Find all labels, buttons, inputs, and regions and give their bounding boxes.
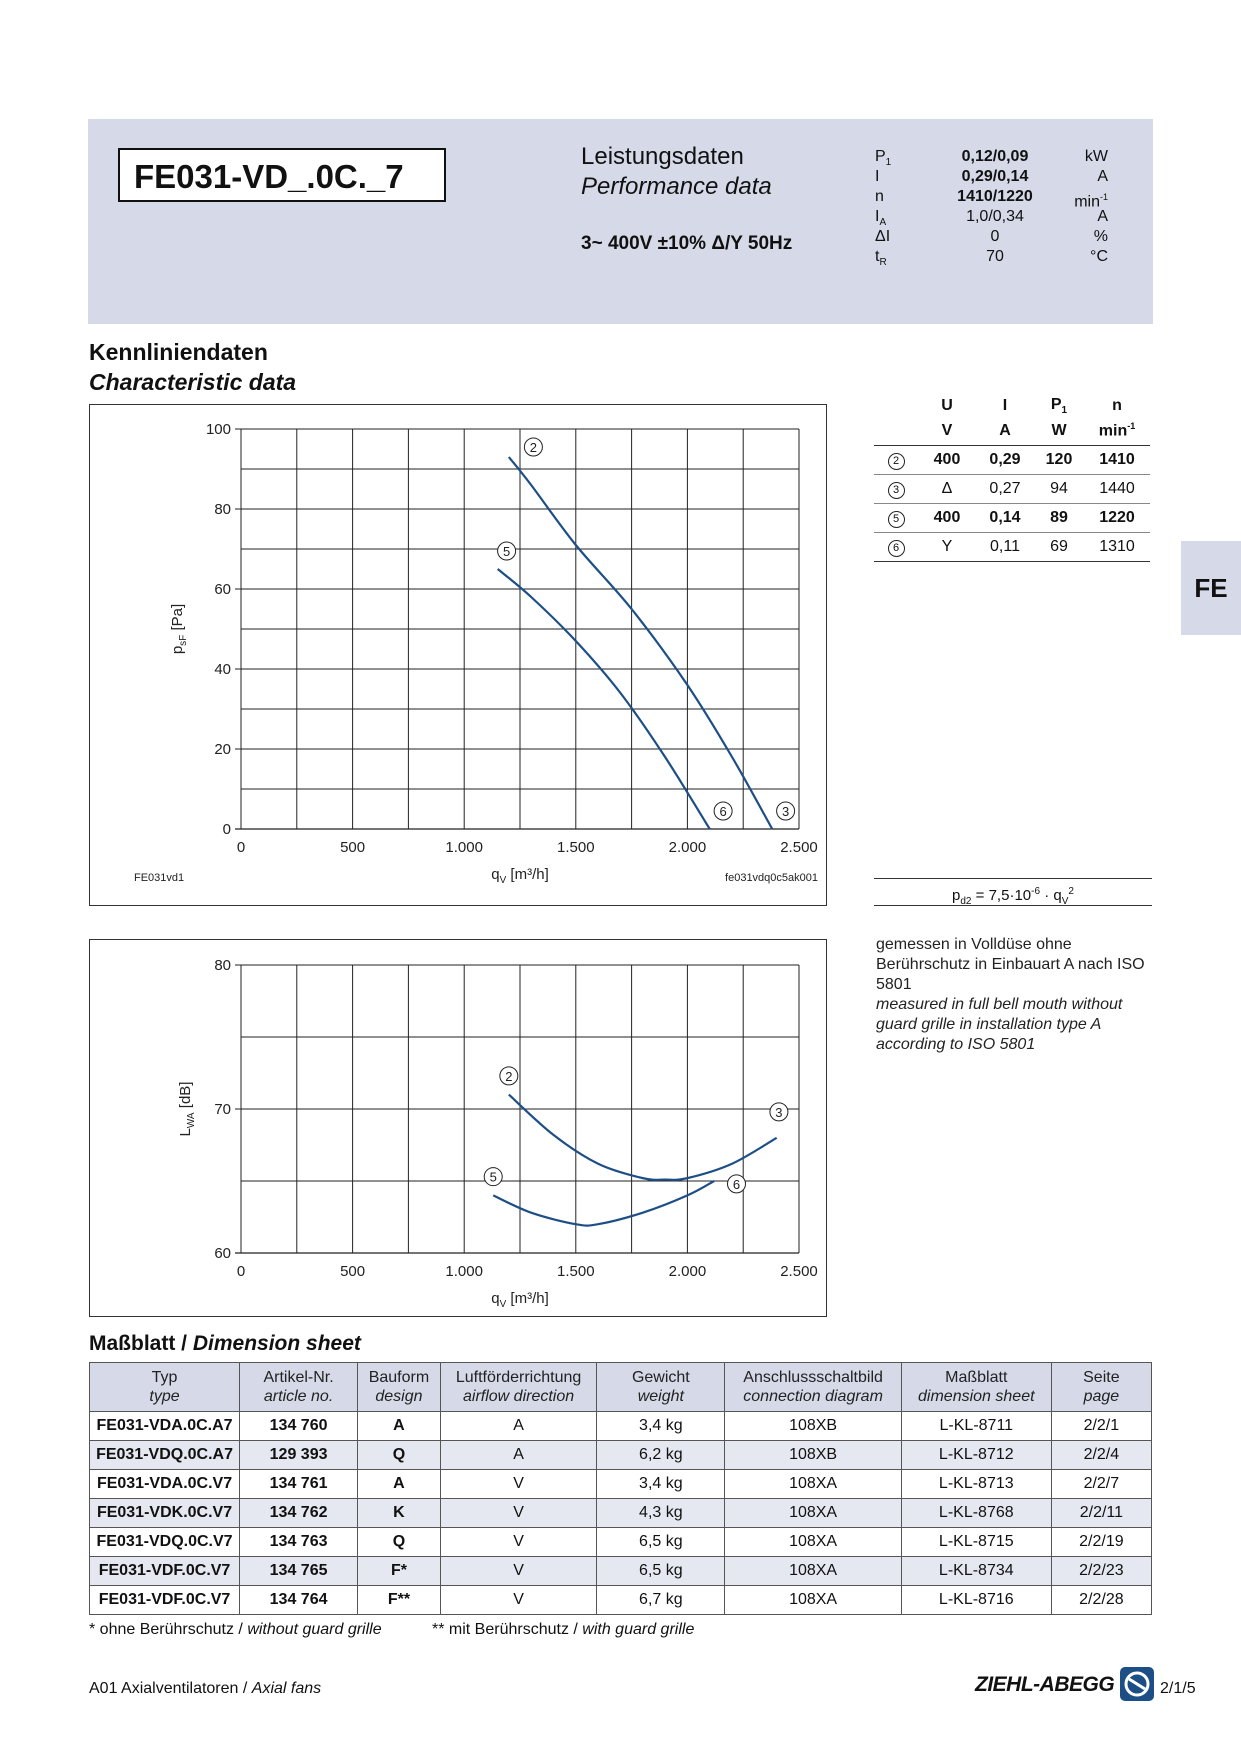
y-tick-label: 70 <box>214 1101 231 1118</box>
column-header: Bauform design <box>358 1363 441 1412</box>
y-tick-label: 60 <box>214 581 231 598</box>
characteristic-table <box>874 395 1150 562</box>
table-cell: 6,7 kg <box>597 1586 725 1615</box>
curve-marker-label: 5 <box>502 544 511 559</box>
table-cell: 108XA <box>725 1586 901 1615</box>
table-cell: V <box>440 1557 597 1586</box>
table-cell: 134 764 <box>240 1586 358 1615</box>
column-header: Typ type <box>90 1363 240 1412</box>
spec-symbol-sub: R <box>879 257 887 269</box>
table-cell: 108XA <box>725 1499 901 1528</box>
table-cell: 2/2/1 <box>1051 1412 1151 1441</box>
dimension-table <box>89 1362 1152 1615</box>
table-cell: 2/2/23 <box>1051 1557 1151 1586</box>
table-row <box>90 1557 1152 1586</box>
x-tick-label: 2.500 <box>780 1263 818 1280</box>
table-cell: 2/2/4 <box>1051 1441 1151 1470</box>
y-tick-label: 80 <box>214 957 231 974</box>
x-tick-label: 1.500 <box>557 839 595 856</box>
characteristic-title-en: Characteristic data <box>89 369 297 395</box>
characteristic-row <box>874 446 1150 475</box>
table-row <box>90 1441 1152 1470</box>
column-header: Maßblatt dimension sheet <box>901 1363 1051 1412</box>
table-cell: A <box>440 1412 597 1441</box>
table-cell: 108XB <box>725 1441 901 1470</box>
x-tick-label: 2.000 <box>668 839 707 856</box>
x-axis-label: $q_V$ [m³/h] <box>491 1290 549 1310</box>
table-row <box>90 1528 1152 1557</box>
table-cell: L-KL-8711 <box>901 1412 1051 1441</box>
curve-marker: 2 <box>888 453 905 470</box>
x-tick-label: 2.000 <box>668 1263 707 1280</box>
col-u: U <box>941 397 953 414</box>
cell-n: 1310 <box>1084 533 1150 562</box>
table-cell: F* <box>358 1557 441 1586</box>
series-curve-2 <box>509 457 772 829</box>
table-cell: V <box>440 1499 597 1528</box>
table-cell: FE031-VDQ.0C.V7 <box>90 1528 240 1557</box>
column-header: Gewicht weight <box>597 1363 725 1412</box>
table-cell: 134 760 <box>240 1412 358 1441</box>
curve-marker: 3 <box>888 482 905 499</box>
spec-value: 1,0/0,34 <box>966 208 1024 225</box>
curve-marker-label: 3 <box>781 804 790 819</box>
table-cell: 2/2/11 <box>1051 1499 1151 1528</box>
x-tick-label: 1.500 <box>557 1263 595 1280</box>
table-cell: FE031-VDA.0C.A7 <box>90 1412 240 1441</box>
x-tick-label: 2.500 <box>780 839 818 856</box>
table-cell: 2/2/19 <box>1051 1528 1151 1557</box>
spec-unit: $\min^{-1}$ <box>1074 192 1108 211</box>
y-tick-label: 20 <box>214 741 231 758</box>
table-cell: 134 763 <box>240 1528 358 1557</box>
measurement-note <box>876 935 1146 1055</box>
cell-u: 400 <box>918 446 976 475</box>
spec-unit: °C <box>1090 248 1108 265</box>
cell-n: 1440 <box>1084 475 1150 504</box>
characteristic-row <box>874 475 1150 504</box>
spec-symbol: n <box>875 188 884 205</box>
table-cell: 108XB <box>725 1412 901 1441</box>
spec-symbol-sub: 1 <box>885 157 892 169</box>
cell-p: 120 <box>1034 446 1084 475</box>
column-header: Seite page <box>1051 1363 1151 1412</box>
col-p: $P_1$ <box>1050 395 1068 417</box>
table-cell: Q <box>358 1441 441 1470</box>
y-axis-label: $p_{sF}$ [Pa] <box>169 603 189 655</box>
table-cell: A <box>358 1412 441 1441</box>
cell-u: Δ <box>918 475 976 504</box>
x-tick-label: 500 <box>340 839 366 856</box>
brand-logo-icon <box>1120 1667 1154 1701</box>
table-cell: 6,5 kg <box>597 1528 725 1557</box>
table-cell: 3,4 kg <box>597 1470 725 1499</box>
table-cell: 108XA <box>725 1528 901 1557</box>
footnote-1: * ohne Berührschutz / without guard grille <box>89 1621 382 1638</box>
x-tick-label: 1.000 <box>445 839 483 856</box>
perf-title-de: Leistungsdaten <box>581 143 744 170</box>
curve-marker: 5 <box>888 511 905 528</box>
spec-symbol: $P_1$ <box>875 148 892 169</box>
x-tick-label: 500 <box>340 1263 366 1280</box>
pressure-chart-svg <box>90 405 826 905</box>
cell-p: 69 <box>1034 533 1084 562</box>
cell-n: 1220 <box>1084 504 1150 533</box>
column-header: Anschlussschaltbild connection diagram <box>725 1363 901 1412</box>
spec-value: 0 <box>990 228 1000 245</box>
cell-i: 0,27 <box>976 475 1034 504</box>
table-cell: FE031-VDA.0C.V7 <box>90 1470 240 1499</box>
dimension-title: Maßblatt / Dimension sheet <box>89 1332 361 1355</box>
cell-i: 0,14 <box>976 504 1034 533</box>
unit-n: $\min^{-1}$ <box>1084 417 1150 446</box>
model-title: FE031-VD_.0C._7 <box>118 148 446 202</box>
table-cell: 108XA <box>725 1557 901 1586</box>
y-tick-label: 80 <box>214 501 231 518</box>
curve-marker-label: 6 <box>732 1176 741 1192</box>
curve-marker: 6 <box>888 540 905 557</box>
cell-n: 1410 <box>1084 446 1150 475</box>
unit-i: A <box>976 417 1034 446</box>
supply-voltage: 3~ 400V ±10% Δ/Y 50Hz <box>581 233 793 254</box>
table-cell: 129 393 <box>240 1441 358 1470</box>
formula: $p_{d2} = 7,5\cdot 10^{-6} \cdot q_V^2$ <box>874 878 1152 906</box>
col-i: I <box>1002 397 1008 414</box>
table-cell: 3,4 kg <box>597 1412 725 1441</box>
table-cell: 134 761 <box>240 1470 358 1499</box>
section-tab: FE <box>1181 541 1241 635</box>
characteristic-row <box>874 533 1150 562</box>
table-cell: 134 765 <box>240 1557 358 1586</box>
y-tick-label: 100 <box>205 421 231 438</box>
table-cell: L-KL-8713 <box>901 1470 1051 1499</box>
x-tick-label: 0 <box>236 839 246 856</box>
pressure-chart <box>89 404 827 906</box>
sound-chart <box>89 939 827 1317</box>
spec-unit: % <box>1093 228 1108 245</box>
cell-p: 94 <box>1034 475 1084 504</box>
curve-marker-label: 3 <box>775 1104 783 1120</box>
table-cell: FE031-VDK.0C.V7 <box>90 1499 240 1528</box>
y-axis-label: $L_{WA}$ [dB] <box>177 1081 197 1137</box>
curve-marker-label: 5 <box>489 1169 497 1185</box>
spec-unit: A <box>1097 208 1108 225</box>
table-cell: L-KL-8715 <box>901 1528 1051 1557</box>
table-cell: V <box>440 1586 597 1615</box>
perf-title-en: Performance data <box>581 173 772 200</box>
table-cell: L-KL-8716 <box>901 1586 1051 1615</box>
table-cell: 6,2 kg <box>597 1441 725 1470</box>
sound-chart-svg <box>90 940 826 1316</box>
table-row <box>90 1412 1152 1441</box>
table-cell: FE031-VDF.0C.V7 <box>90 1586 240 1615</box>
spec-symbol: $t_R$ <box>875 248 887 269</box>
table-cell: V <box>440 1470 597 1499</box>
cell-i: 0,11 <box>976 533 1034 562</box>
spec-unit: kW <box>1084 148 1108 165</box>
chart-code-right: fe031vdq0c5ak001 <box>725 872 818 884</box>
table-cell: 2/2/28 <box>1051 1586 1151 1615</box>
table-cell: A <box>440 1441 597 1470</box>
cell-p: 89 <box>1034 504 1084 533</box>
table-row <box>90 1499 1152 1528</box>
table-cell: L-KL-8768 <box>901 1499 1051 1528</box>
footer-category: A01 Axialventilatoren / Axial fans <box>89 1680 322 1697</box>
x-tick-label: 1.000 <box>445 1263 483 1280</box>
spec-unit: A <box>1097 168 1108 185</box>
note-de: gemessen in Volldüse ohne Berührschutz in Einbauart A nach ISO 5801 <box>876 936 1145 993</box>
characteristic-title-de: Kennliniendaten <box>89 339 268 365</box>
spec-value: 0,29/0,14 <box>961 168 1029 185</box>
spec-symbol: $I_A$ <box>875 208 887 229</box>
table-cell: FE031-VDQ.0C.A7 <box>90 1441 240 1470</box>
table-cell: A <box>358 1470 441 1499</box>
table-cell: F** <box>358 1586 441 1615</box>
unit-u: V <box>918 417 976 446</box>
table-cell: K <box>358 1499 441 1528</box>
note-en: measured in full bell mouth without guard grille in installation type A according to ISO 5801 <box>876 996 1123 1053</box>
y-tick-label: 40 <box>214 661 231 678</box>
table-row <box>90 1586 1152 1615</box>
series-curve-5 <box>493 1181 714 1226</box>
characteristic-row <box>874 504 1150 533</box>
table-cell: L-KL-8712 <box>901 1441 1051 1470</box>
col-n: n <box>1112 397 1122 414</box>
series-curve-5 <box>498 569 710 829</box>
column-header: Artikel-Nr. article no. <box>240 1363 358 1412</box>
y-tick-label: 60 <box>214 1245 231 1262</box>
table-cell: L-KL-8734 <box>901 1557 1051 1586</box>
spec-value: 1410/1220 <box>957 188 1033 205</box>
table-cell: FE031-VDF.0C.V7 <box>90 1557 240 1586</box>
cell-u: Y <box>918 533 976 562</box>
x-axis-label: $q_V$ [m³/h] <box>491 866 549 886</box>
curve-marker-label: 2 <box>529 440 538 455</box>
x-tick-label: 0 <box>236 1263 246 1280</box>
spec-symbol: ΔI <box>875 228 891 245</box>
curve-marker-label: 2 <box>505 1068 513 1084</box>
brand-logo-text: ZIEHL-ABEGG <box>975 1673 1115 1696</box>
unit-p: W <box>1034 417 1084 446</box>
table-row <box>90 1470 1152 1499</box>
cell-i: 0,29 <box>976 446 1034 475</box>
table-cell: 108XA <box>725 1470 901 1499</box>
spec-value: 0,12/0,09 <box>961 148 1029 165</box>
spec-symbol-sub: A <box>879 217 887 229</box>
table-cell: Q <box>358 1528 441 1557</box>
column-header: Luftförderrichtung airflow direction <box>440 1363 597 1412</box>
table-cell: 6,5 kg <box>597 1557 725 1586</box>
table-cell: V <box>440 1528 597 1557</box>
spec-symbol: I <box>875 168 880 185</box>
series-curve-2 <box>509 1095 777 1180</box>
page-number: 2/1/5 <box>1160 1680 1196 1697</box>
chart-code-left: FE031vd1 <box>134 872 185 884</box>
table-cell: 4,3 kg <box>597 1499 725 1528</box>
y-tick-label: 0 <box>222 821 231 838</box>
curve-marker-label: 6 <box>719 804 727 819</box>
footnote-2: ** mit Berührschutz / with guard grille <box>432 1621 695 1638</box>
spec-value: 70 <box>986 248 1004 265</box>
table-cell: 2/2/7 <box>1051 1470 1151 1499</box>
cell-u: 400 <box>918 504 976 533</box>
table-cell: 134 762 <box>240 1499 358 1528</box>
